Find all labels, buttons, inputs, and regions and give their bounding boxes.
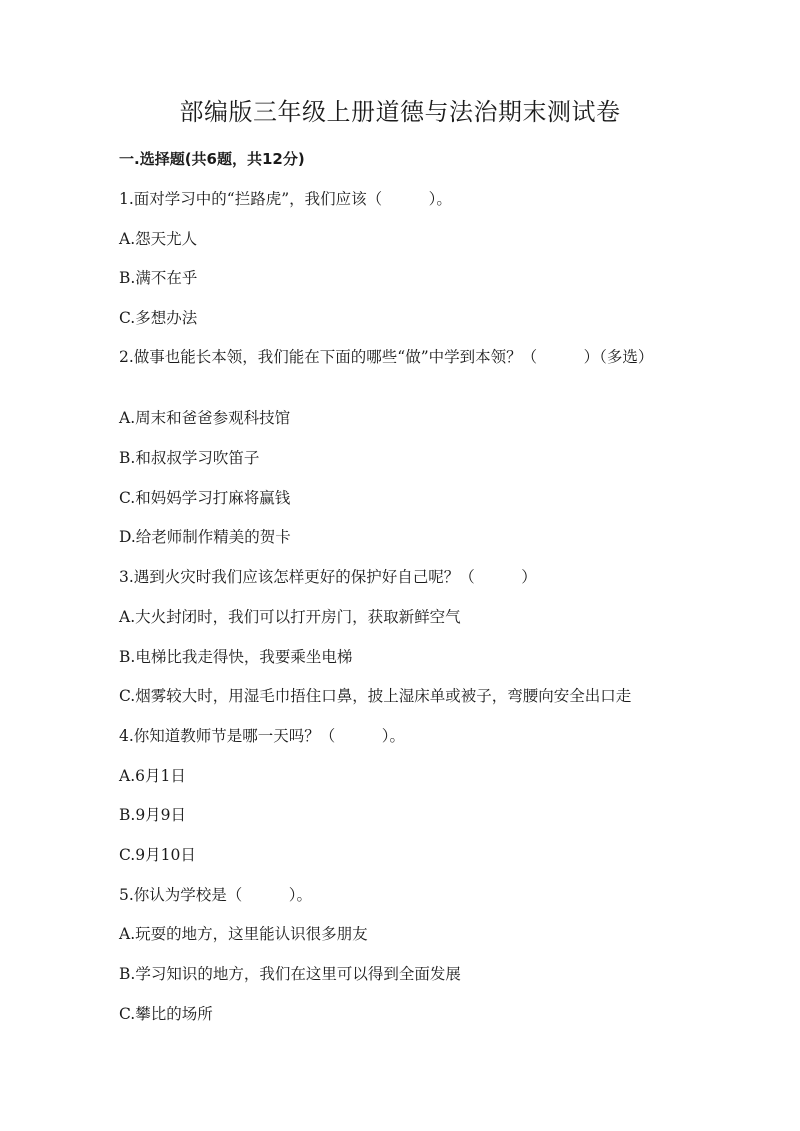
- question-1-option-b: B.满不在乎: [119, 269, 198, 287]
- question-2-option-c: C.和妈妈学习打麻将赢钱: [119, 489, 291, 507]
- question-5-option-c: C.攀比的场所: [119, 1005, 213, 1023]
- question-2-option-b: B.和叔叔学习吹笛子: [119, 449, 260, 467]
- section-heading-multiple-choice: 一.选择题(共6题，共12分): [119, 150, 305, 168]
- question-4-option-b: B.9月9日: [119, 806, 187, 824]
- question-4-stem: 4.你知道教师节是哪一天吗？（ ）。: [119, 727, 406, 745]
- question-1-stem: 1.面对学习中的“拦路虎”，我们应该（ ）。: [119, 190, 452, 208]
- question-3-stem: 3.遇到火灾时我们应该怎样更好的保护好自己呢？（ ）: [119, 568, 537, 586]
- question-1-option-a: A.怨天尤人: [119, 230, 198, 248]
- question-3-option-c: C.烟雾较大时，用湿毛巾捂住口鼻，披上湿床单或被子，弯腰向安全出口走: [119, 687, 632, 705]
- question-2-stem: 2.做事也能长本领，我们能在下面的哪些“做”中学到本领？（ ）（多选）: [119, 348, 654, 366]
- question-2-option-d: D.给老师制作精美的贺卡: [119, 528, 291, 546]
- exam-title: 部编版三年级上册道德与法治期末测试卷: [179, 98, 621, 126]
- question-4-option-c: C.9月10日: [119, 846, 196, 864]
- question-5-stem: 5.你认为学校是（ ）。: [119, 886, 313, 904]
- question-4-option-a: A.6月1日: [119, 767, 186, 785]
- question-2-option-a: A.周末和爸爸参观科技馆: [119, 409, 291, 427]
- question-1-option-c: C.多想办法: [119, 309, 198, 327]
- question-3-option-b: B.电梯比我走得快，我要乘坐电梯: [119, 648, 353, 666]
- question-5-option-a: A.玩耍的地方，这里能认识很多朋友: [119, 925, 368, 943]
- question-5-option-b: B.学习知识的地方，我们在这里可以得到全面发展: [119, 965, 461, 983]
- question-3-option-a: A.大火封闭时，我们可以打开房门，获取新鲜空气: [119, 608, 461, 626]
